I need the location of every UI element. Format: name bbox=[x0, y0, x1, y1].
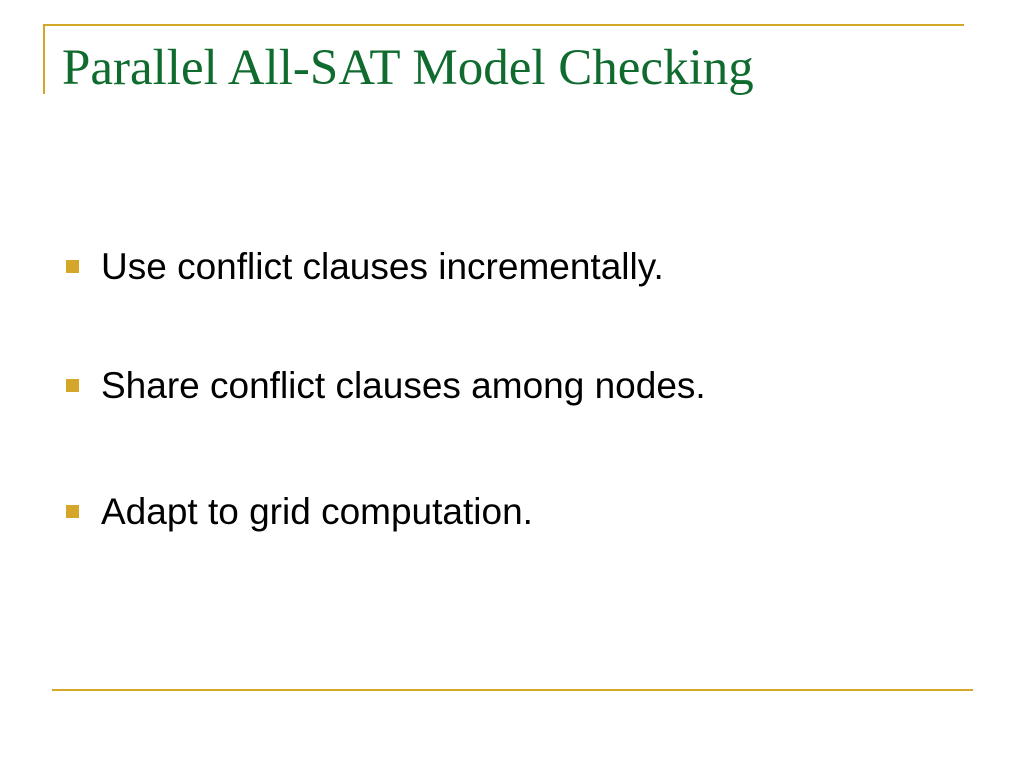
bullet-text: Use conflict clauses incrementally. bbox=[101, 245, 664, 287]
square-bullet-icon bbox=[66, 260, 79, 273]
bullet-item bbox=[66, 244, 664, 288]
slide-title: Parallel All-SAT Model Checking bbox=[62, 40, 754, 96]
square-bullet-icon bbox=[66, 379, 79, 392]
bullet-text: Adapt to grid computation. bbox=[101, 490, 533, 532]
bullet-item bbox=[66, 489, 533, 533]
bullet-text: Share conflict clauses among nodes. bbox=[101, 364, 706, 406]
bottom-rule bbox=[52, 689, 973, 691]
bullet-item bbox=[66, 363, 706, 407]
square-bullet-icon bbox=[66, 505, 79, 518]
